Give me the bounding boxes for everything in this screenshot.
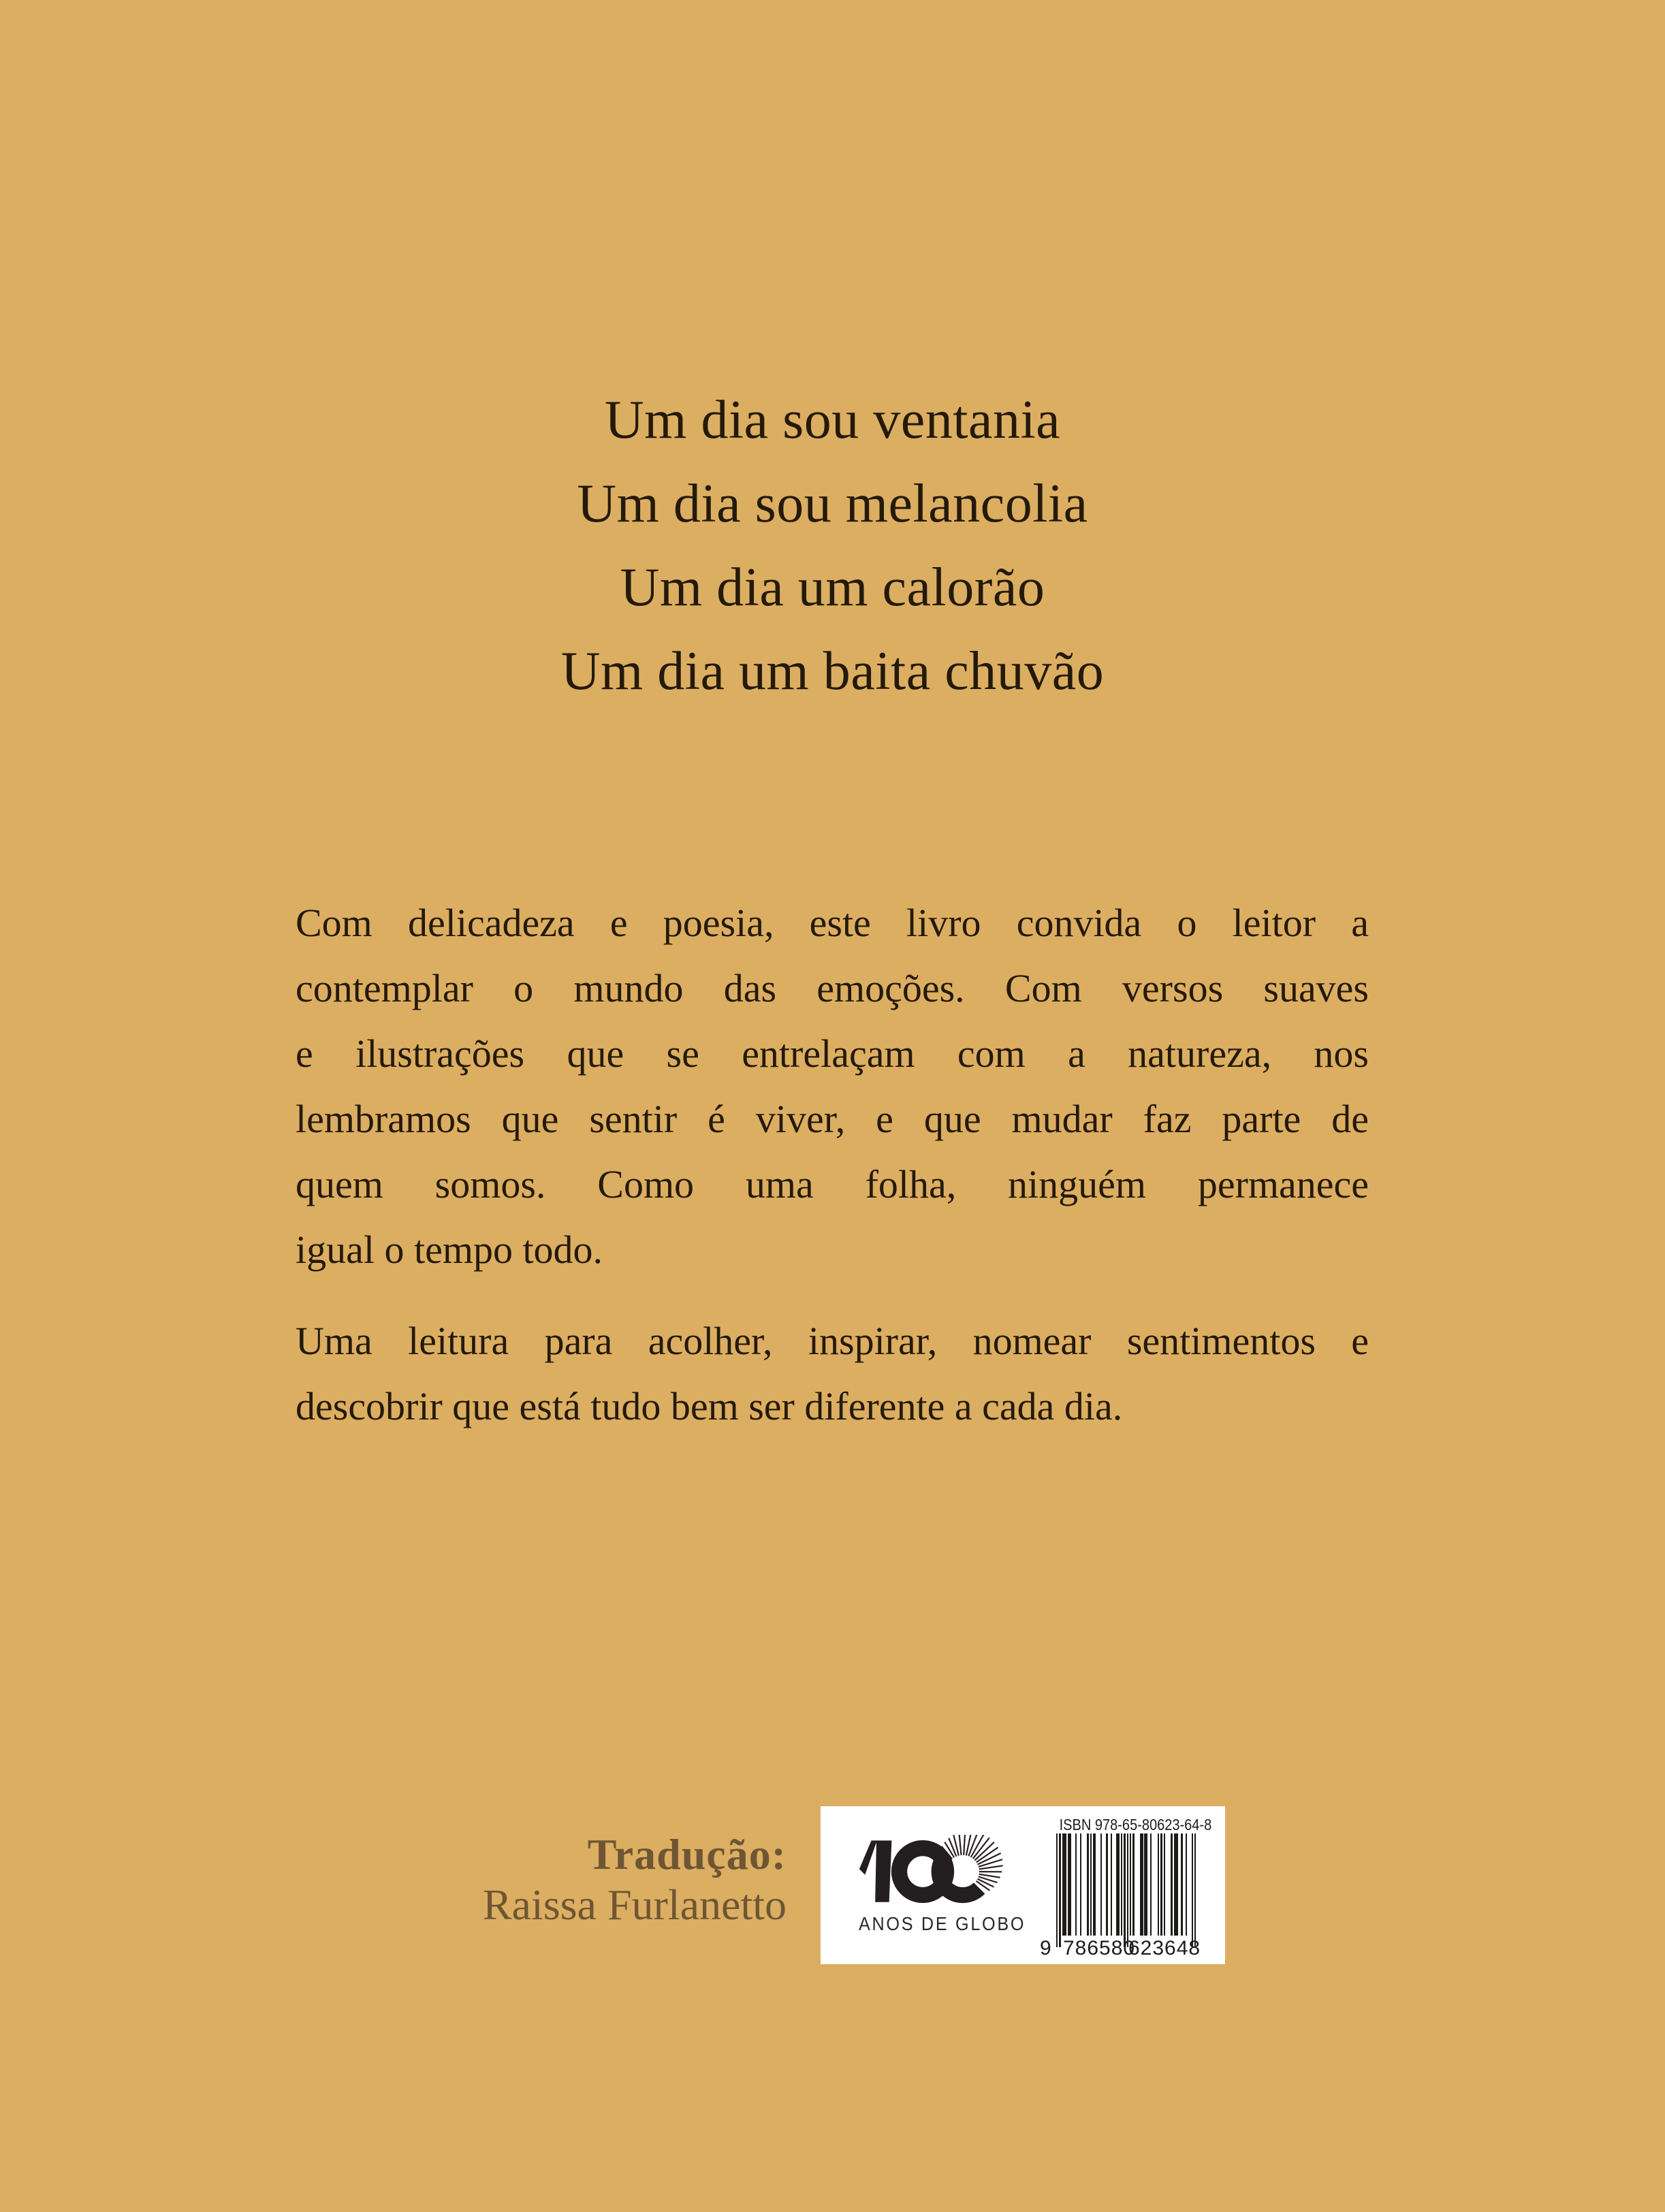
poem bbox=[0, 379, 1665, 714]
poem-line-2: Um dia sou melancolia bbox=[577, 474, 1088, 534]
blurb-line: Uma leitura para acolher, inspirar, nomear sentimentos e bbox=[296, 1319, 1369, 1363]
barcode-digit-first: 9 bbox=[1040, 1937, 1051, 1959]
blurb-line: contemplar o mundo das emoções. Com versos suaves bbox=[296, 966, 1369, 1010]
blurb-line: Com delicadeza e poesia, este livro convida o leitor a bbox=[296, 901, 1369, 945]
description-text bbox=[296, 891, 1369, 1439]
barcode-digits-left: 786580 bbox=[1063, 1937, 1136, 1959]
poem-line-1: Um dia sou ventania bbox=[604, 390, 1061, 450]
barcode-digits bbox=[1040, 1937, 1201, 1960]
translation-label: Tradução: bbox=[587, 1830, 787, 1878]
barcode-bars bbox=[1056, 1833, 1196, 1947]
barcode bbox=[1040, 1816, 1212, 1959]
blurb-line: e ilustrações que se entrelaçam com a natureza, nos bbox=[296, 1031, 1369, 1076]
blurb-line: descobrir que está tudo bem ser diferente a cada dia. bbox=[296, 1384, 1123, 1428]
translation-credit bbox=[310, 1829, 787, 1930]
poem-line-4: Um dia um baita chuvão bbox=[560, 641, 1105, 701]
poem-line-3: Um dia um calorão bbox=[620, 558, 1045, 618]
translator-name: Raissa Furlanetto bbox=[482, 1880, 787, 1929]
globo-100-anos-logo bbox=[858, 1835, 1006, 1909]
globo-100-logo-graphic bbox=[858, 1835, 1006, 1909]
blurb-line: igual o tempo todo. bbox=[296, 1228, 603, 1272]
logo-caption: ANOS DE GLOBO bbox=[859, 1913, 1026, 1934]
barcode-digits-right: 623648 bbox=[1128, 1937, 1201, 1959]
blurb-line: quem somos. Como uma folha, ninguém permanece bbox=[296, 1162, 1369, 1206]
isbn-number: ISBN 978-65-80623-64-8 bbox=[1059, 1816, 1212, 1833]
blurb-line: lembramos que sentir é viver, e que mudar faz parte de bbox=[296, 1097, 1369, 1141]
isbn-panel bbox=[821, 1806, 1225, 1964]
